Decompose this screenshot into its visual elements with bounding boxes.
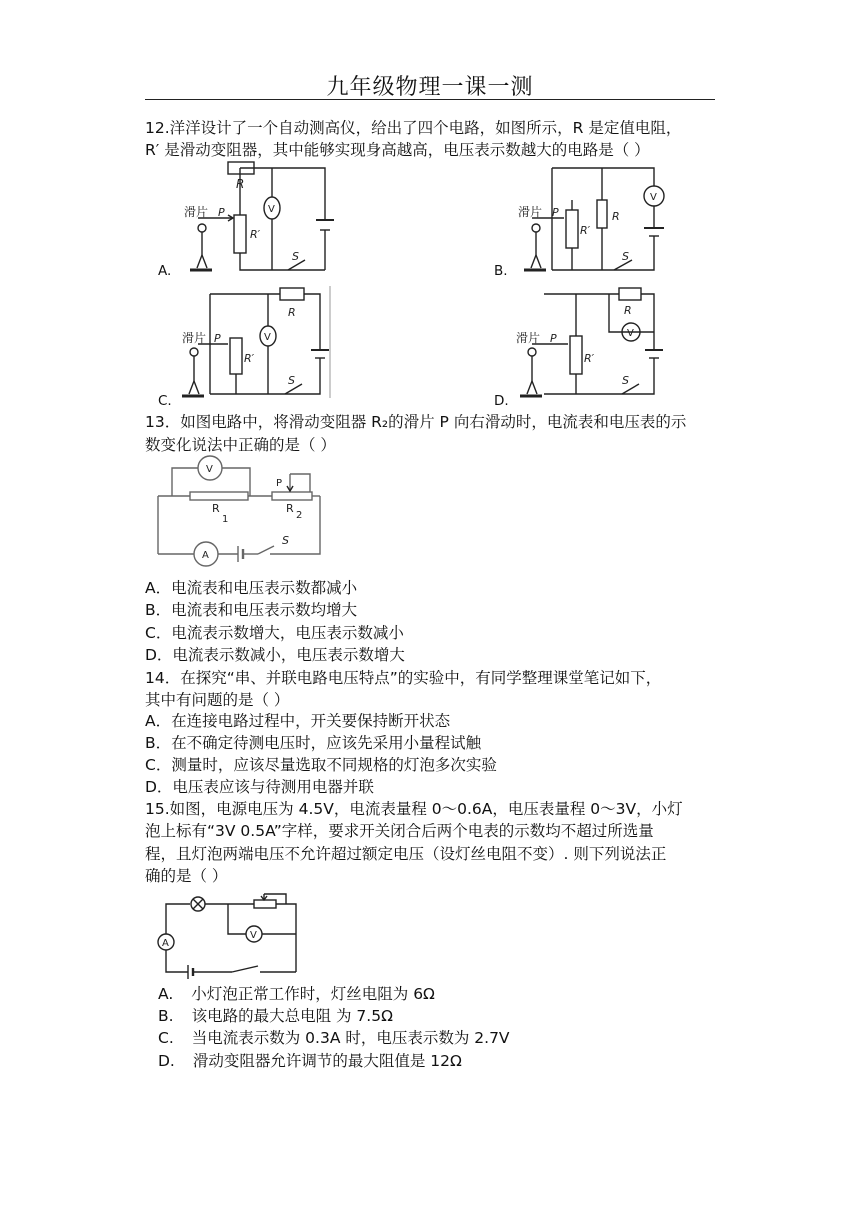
svg-text:R′: R′ — [580, 224, 591, 237]
q14-option-a[interactable]: A．在连接电路过程中，开关要保持断开状态 — [145, 712, 451, 730]
q14-option-c[interactable]: C．测量时，应该尽量选取不同规格的灯泡多次实验 — [145, 756, 497, 774]
q13-option-a[interactable]: A．电流表和电压表示数都减小 — [145, 579, 358, 597]
svg-text:V: V — [264, 332, 271, 343]
q15-option-b[interactable] — [158, 1005, 393, 1027]
svg-text:R: R — [624, 304, 632, 317]
svg-text:P: P — [214, 332, 221, 345]
q13-circuit — [150, 458, 330, 568]
q15-stem-line1: 15.如图，电源电压为 4.5V，电流表量程 0～0.6A，电压表量程 0～3V，小灯 — [145, 800, 683, 818]
svg-text:2: 2 — [296, 510, 303, 521]
q12a-r-label: R — [236, 177, 245, 191]
q12-stem-line1: 12.洋洋设计了一个自动测高仪，给出了四个电路，如图所示，R 是定值电阻， — [145, 119, 682, 137]
svg-text:A: A — [202, 550, 209, 561]
svg-text:1: 1 — [222, 514, 229, 525]
svg-text:A: A — [162, 938, 169, 949]
svg-text:P: P — [218, 206, 225, 219]
svg-text:V: V — [268, 204, 275, 215]
svg-text:R: R — [612, 210, 620, 223]
svg-text:滑片: 滑片 — [516, 331, 541, 345]
q13-stem-line2: 数变化说法中正确的是（ ） — [145, 436, 336, 454]
q13-stem-line1: 13．如图电路中，将滑动变阻器 R₂的滑片 P 向右滑动时，电流表和电压表的示 — [145, 413, 687, 431]
svg-text:R: R — [212, 502, 220, 515]
svg-text:P: P — [276, 478, 283, 489]
q12-circuit-a — [180, 160, 340, 280]
q15-option-b-text: 该电路的最大总电阻 为 7.5Ω — [191, 1007, 393, 1025]
q12-circuit-c — [180, 286, 340, 401]
svg-text:滑片: 滑片 — [518, 205, 543, 219]
q15-stem-line4: 确的是（ ） — [145, 867, 228, 885]
svg-text:P: P — [552, 206, 559, 219]
svg-text:S: S — [622, 250, 629, 263]
svg-text:R′: R′ — [250, 228, 261, 241]
q15-option-c-text: 当电流表示数为 0.3A 时，电压表示数为 2.7V — [191, 1029, 510, 1047]
svg-text:V: V — [627, 328, 634, 339]
q12-circuit-d — [514, 286, 684, 401]
q14-stem-line2: 其中有问题的是（ ） — [145, 691, 290, 709]
q15-option-d-letter: D. — [158, 1052, 175, 1070]
q15-option-d-text: 滑动变阻器允许调节的最大阻值是 12Ω — [192, 1052, 462, 1070]
svg-text:S: S — [292, 250, 299, 263]
q12-label-d: D. — [494, 393, 509, 409]
q13-option-b[interactable]: B．电流表和电压表示数均增大 — [145, 601, 358, 619]
svg-text:V: V — [250, 930, 257, 941]
svg-text:V: V — [206, 464, 213, 475]
q14-option-b[interactable]: B．在不确定待测电压时，应该先采用小量程试触 — [145, 734, 482, 752]
svg-text:R: R — [286, 502, 294, 515]
q12-stem-line2: R′ 是滑动变阻器，其中能够实现身高越高，电压表示数越大的电路是（ ） — [145, 141, 650, 159]
header-rule — [145, 99, 715, 100]
svg-text:R: R — [288, 306, 296, 319]
q15-circuit — [150, 892, 310, 982]
svg-text:滑片: 滑片 — [184, 205, 209, 219]
q13-option-d[interactable]: D．电流表示数减小，电压表示数增大 — [145, 646, 405, 664]
svg-text:S: S — [622, 374, 629, 387]
page-title: 九年级物理一课一测 — [326, 75, 534, 100]
q15-option-b-letter: B. — [158, 1007, 174, 1025]
svg-text:S: S — [288, 374, 295, 387]
svg-text:S: S — [282, 534, 289, 547]
q15-option-c-letter: C. — [158, 1029, 174, 1047]
svg-text:R′: R′ — [244, 352, 255, 365]
q14-stem-line1: 14．在探究“串、并联电路电压特点”的实验中，有同学整理课堂笔记如下， — [145, 669, 662, 687]
q12-label-c: C. — [158, 393, 172, 409]
q13-option-c[interactable]: C．电流表示数增大，电压表示数减小 — [145, 624, 404, 642]
q12-label-b: B. — [494, 263, 508, 279]
q14-option-d[interactable]: D．电压表应该与待测用电器并联 — [145, 778, 374, 796]
svg-text:R′: R′ — [584, 352, 595, 365]
q15-option-c[interactable] — [158, 1027, 510, 1049]
q15-option-a-text: 小灯泡正常工作时，灯丝电阻为 6Ω — [191, 985, 435, 1003]
q15-option-d[interactable] — [158, 1050, 462, 1072]
svg-text:V: V — [650, 192, 657, 203]
q12-circuit-b — [514, 160, 684, 280]
q12-label-a: A. — [158, 263, 172, 279]
q15-stem-line3: 程，且灯泡两端电压不允许超过额定电压（设灯丝电阻不变）. 则下列说法正 — [145, 845, 667, 863]
q15-stem-line2: 泡上标有“3V 0.5A”字样，要求开关闭合后两个电表的示数均不超过所选量 — [145, 822, 654, 840]
svg-text:滑片: 滑片 — [182, 331, 207, 345]
svg-text:P: P — [550, 332, 557, 345]
q15-option-a-letter: A. — [158, 985, 174, 1003]
q15-option-a[interactable] — [158, 983, 435, 1005]
